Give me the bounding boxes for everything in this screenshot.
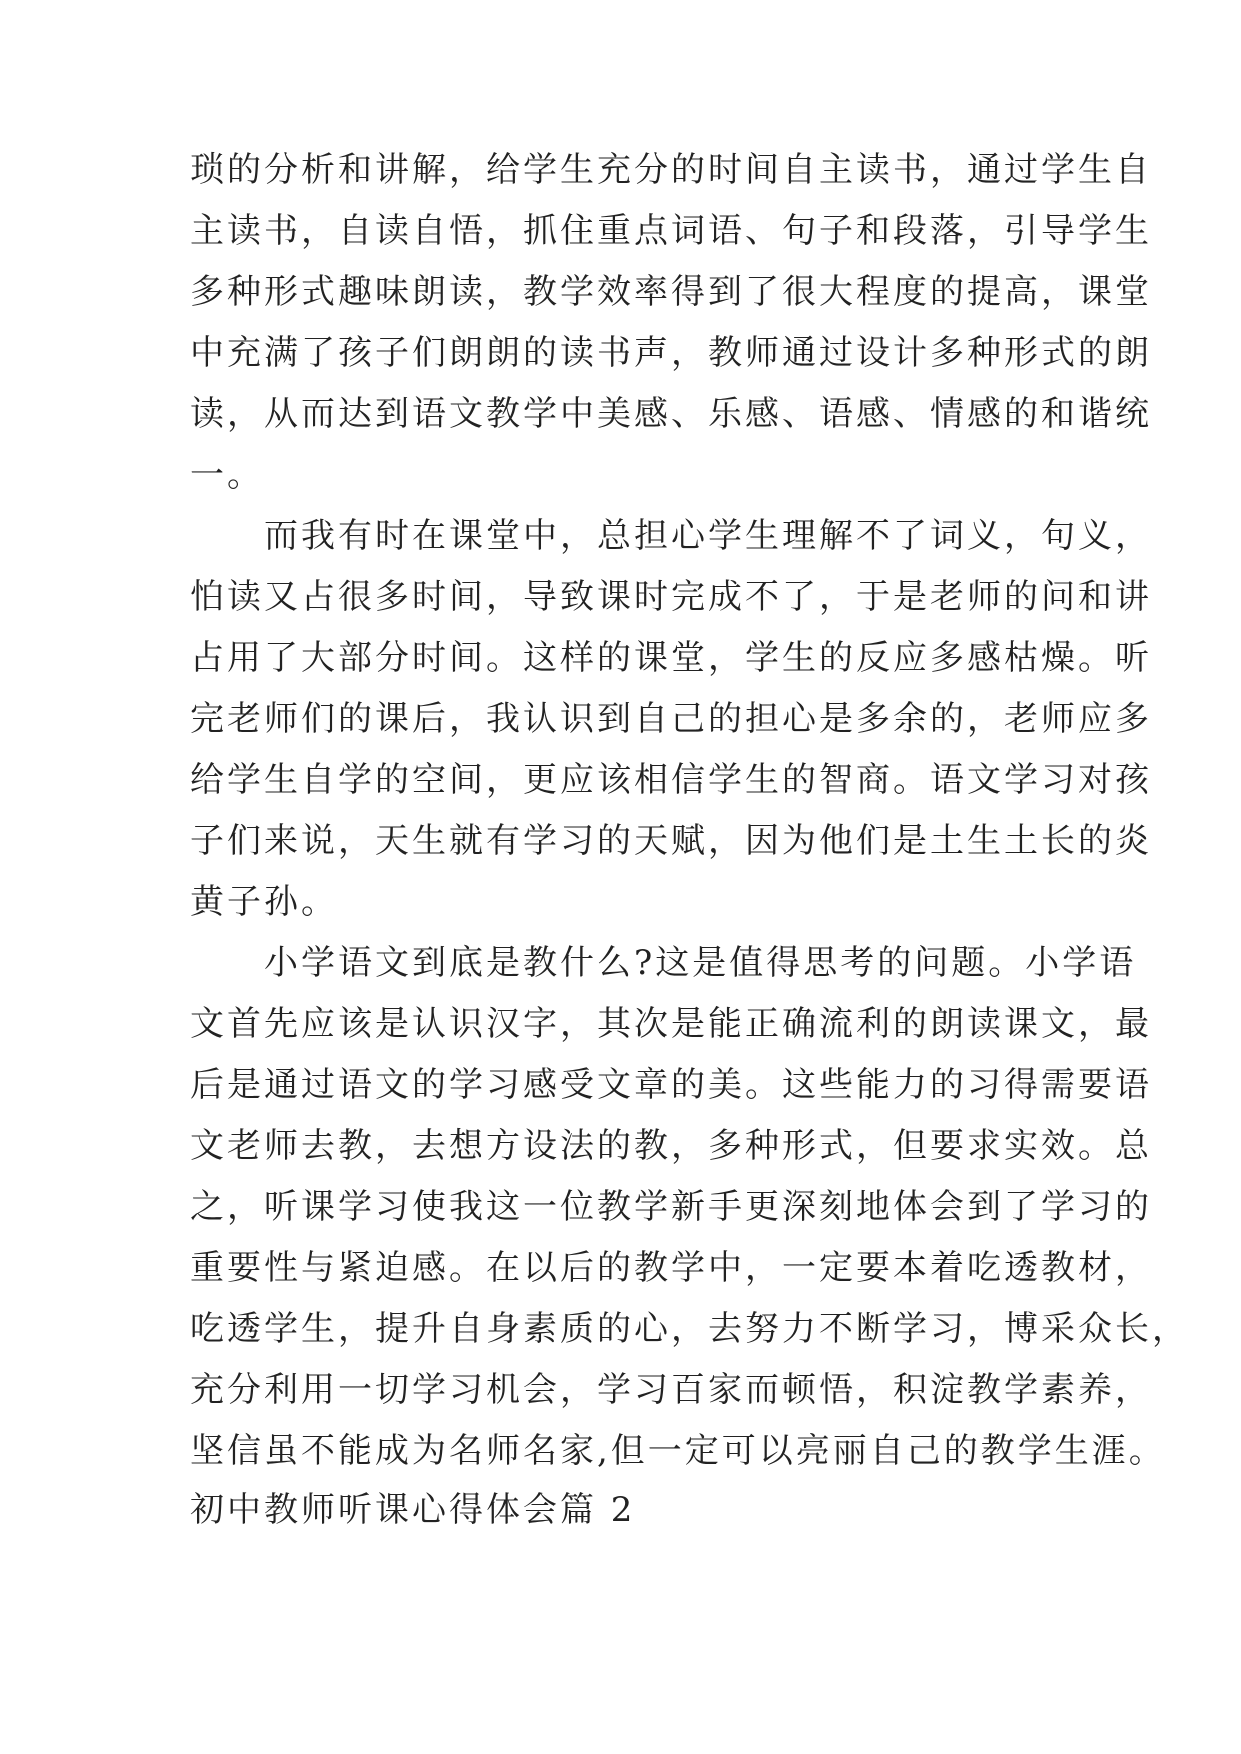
text-line: 完老师们的课后，我认识到自己的担心是多余的，老师应多: [190, 699, 1152, 739]
text-line: 怕读又占很多时间，导致课时完成不了，于是老师的问和讲: [190, 577, 1152, 617]
paragraph-3: [190, 933, 1189, 1482]
text-line: 重要性与紧迫感。在以后的教学中，一定要本着吃透教材，: [190, 1248, 1152, 1288]
text-line: 坚信虽不能成为名师名家,但一定可以亮丽自己的教学生涯。: [190, 1431, 1166, 1471]
text-line: 琐的分析和讲解，给学生充分的时间自主读书，通过学生自: [190, 150, 1152, 190]
text-line: 文首先应该是认识汉字，其次是能正确流利的朗读课文，最: [190, 1004, 1152, 1044]
text-line: 之，听课学习使我这一位教学新手更深刻地体会到了学习的: [190, 1187, 1152, 1227]
text-line: 充分利用一切学习机会，学习百家而顿悟，积淀教学素养，: [190, 1370, 1152, 1410]
text-line: 而我有时在课堂中，总担心学生理解不了词义，句义，: [190, 516, 1152, 556]
text-line: 文老师去教，去想方设法的教，多种形式，但要求实效。总: [190, 1126, 1152, 1166]
paragraph-2: [190, 506, 1152, 933]
text-line: 占用了大部分时间。这样的课堂，学生的反应多感枯燥。听: [190, 638, 1152, 678]
paragraph-1: [190, 140, 1152, 506]
text-line: 吃透学生，提升自身素质的心，去努力不断学习，博采众长，: [190, 1309, 1189, 1349]
text-line: 一。: [190, 455, 264, 495]
text-line: 黄子孙。: [190, 882, 338, 922]
text-line: 中充满了孩子们朗朗的读书声，教师通过设计多种形式的朗: [190, 333, 1152, 373]
text-line: 子们来说，天生就有学习的天赋，因为他们是土生土长的炎: [190, 821, 1152, 861]
text-line: 后是通过语文的学习感受文章的美。这些能力的习得需要语: [190, 1065, 1152, 1105]
text-line: 小学语文到底是教什么?这是值得思考的问题。小学语: [190, 943, 1137, 983]
text-line: 主读书，自读自悟，抓住重点词语、句子和段落，引导学生: [190, 211, 1152, 251]
text-line: 多种形式趣味朗读，教学效率得到了很大程度的提高，课堂: [190, 272, 1152, 312]
section-title: 初中教师听课心得体会篇 2: [190, 1490, 636, 1530]
text-line: 给学生自学的空间，更应该相信学生的智商。语文学习对孩: [190, 760, 1152, 800]
text-line: 读，从而达到语文教学中美感、乐感、语感、情感的和谐统: [190, 394, 1152, 434]
